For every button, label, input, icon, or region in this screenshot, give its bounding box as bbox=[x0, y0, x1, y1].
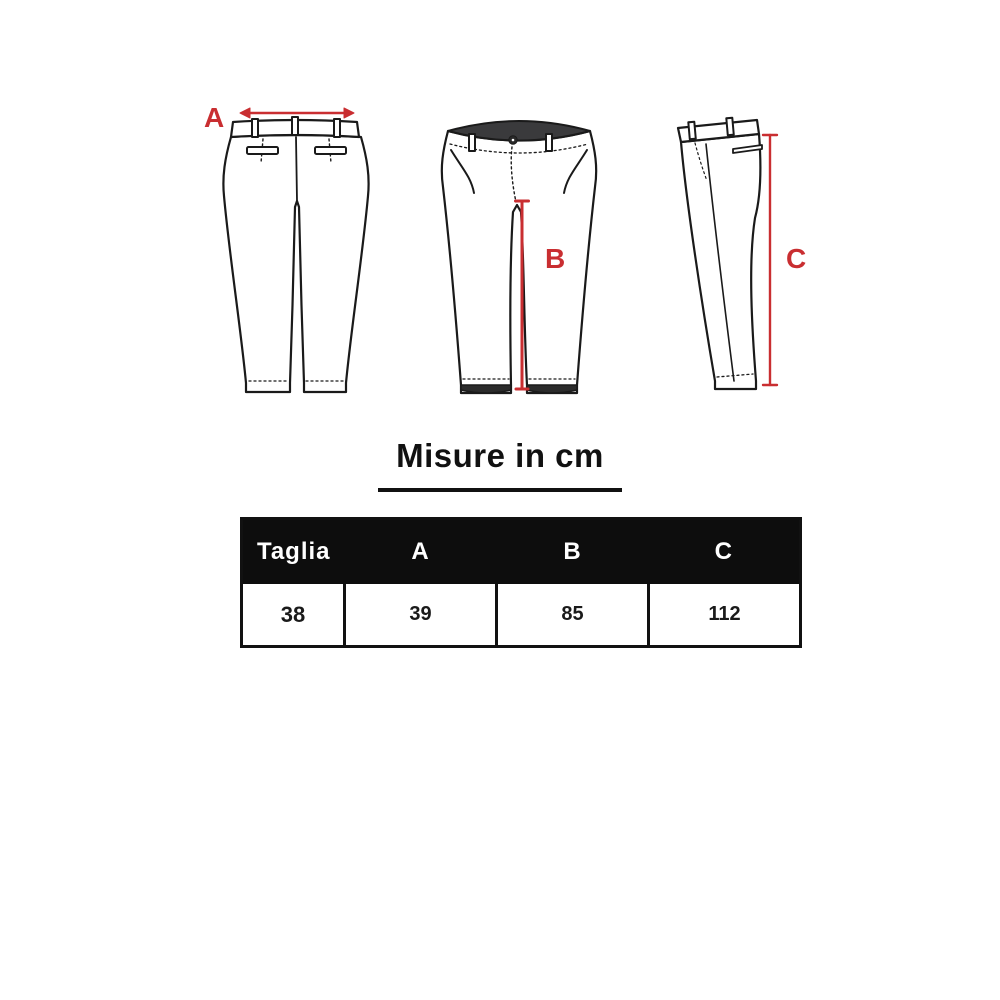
back-pocket-right bbox=[315, 147, 346, 154]
cell-a-value: 39 bbox=[345, 584, 497, 647]
back-belt-loop-left bbox=[252, 119, 258, 137]
cell-b-value: 85 bbox=[497, 584, 649, 647]
back-center-seam bbox=[296, 137, 297, 201]
header-taglia: Taglia bbox=[256, 538, 331, 565]
size-table-row bbox=[242, 584, 801, 647]
header-c: C bbox=[714, 538, 733, 565]
front-hem-left bbox=[461, 385, 511, 393]
cell-c-value: 112 bbox=[649, 584, 801, 647]
back-belt-loop-right bbox=[334, 119, 340, 137]
pants-side-view bbox=[678, 118, 806, 389]
measure-label-b: B bbox=[545, 243, 566, 274]
header-a: A bbox=[411, 538, 430, 565]
size-table-header-row bbox=[242, 519, 801, 585]
front-button-center bbox=[512, 139, 515, 142]
measure-c-line bbox=[763, 135, 777, 385]
front-belt-loop-right bbox=[546, 134, 552, 151]
front-belt-loop-left bbox=[469, 134, 475, 151]
header-b: B bbox=[563, 538, 582, 565]
size-table bbox=[240, 517, 802, 648]
side-body-outline bbox=[681, 134, 760, 389]
measure-label-c: C bbox=[786, 243, 807, 274]
pants-diagrams bbox=[0, 0, 1000, 430]
pants-front-view bbox=[442, 121, 596, 393]
back-pocket-left bbox=[247, 147, 278, 154]
measure-label-a: A bbox=[204, 102, 225, 133]
front-hem-right bbox=[527, 385, 577, 393]
side-belt-loop-right bbox=[726, 118, 733, 135]
side-belt-loop-left bbox=[688, 122, 695, 139]
back-belt-loop-center bbox=[292, 117, 298, 135]
pants-back-view bbox=[204, 102, 369, 392]
page-title: Misure in cm bbox=[396, 437, 604, 474]
title-block bbox=[0, 437, 1000, 492]
cell-taglia-value: 38 bbox=[280, 601, 306, 627]
title-underline bbox=[378, 488, 622, 492]
